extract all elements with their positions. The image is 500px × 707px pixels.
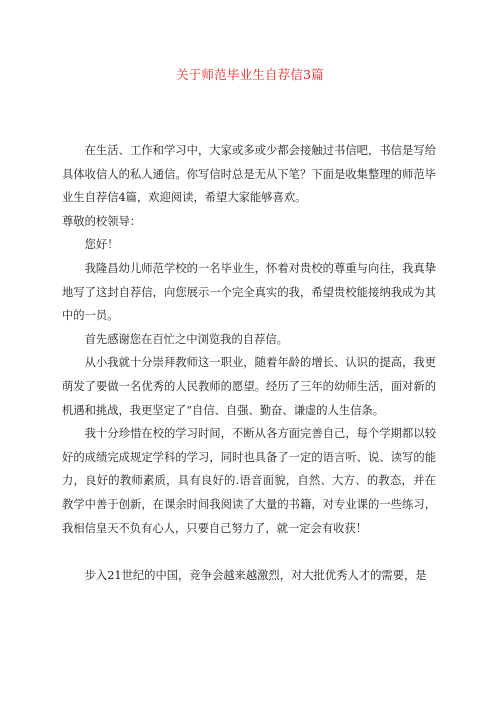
paragraph-salutation: 尊敬的校领导：: [62, 214, 142, 228]
paragraph-intro: 在生活、工作和学习中，大家或多或少都会接触过书信吧，书信是写给具体收信人的私人通信。你写信时总是无从下笔？下面是收集整理的师范毕业生自荐信4篇，欢迎阅读，希望大家能够喜欢。: [62, 144, 436, 205]
document-title: 关于师范毕业生自荐信3篇: [176, 67, 324, 82]
paragraph-study: 我十分珍惜在校的学习时间，不断从各方面完善自己，每个学期都以较好的成绩完成规定学科的学习，同时也具备了一定的语言听、说、读写的能力，良好的教师素质，具有良好的.语音面貌，自然、大方、的教态，并在教学中善于创新，在课余时间我阅读了大量的书籍，对专业课的一些练习，我相信皇天不负有心人，只要自己努力了，就一定会有收获！: [62, 427, 436, 535]
paragraph-aspiration: 从小我就十分崇拜教师这一职业，随着年龄的增长、认识的提高，我更萌发了要做一名优秀的人民教师的愿望。经历了三年的幼师生活，面对新的机遇和挑战，我更坚定了“自信、自强、勤奋、谦虚的人生信条。: [62, 356, 436, 417]
paragraph-competition: 步入21世纪的中国，竞争会越来越激烈，对大批优秀人才的需要，是: [84, 568, 427, 582]
paragraph-greeting: 您好！: [84, 238, 119, 252]
paragraph-self-introduction: 我隆昌幼儿师范学校的一名毕业生，怀着对贵校的尊重与向往，我真挚地写了这封自荐信，向您展示一个完全真实的我，希望贵校能接纳我成为其中的一员。: [62, 261, 436, 323]
document-body: [62, 139, 436, 587]
paragraph-thanks: 首先感谢您在百忙之中浏览我的自荐信。: [84, 332, 288, 346]
